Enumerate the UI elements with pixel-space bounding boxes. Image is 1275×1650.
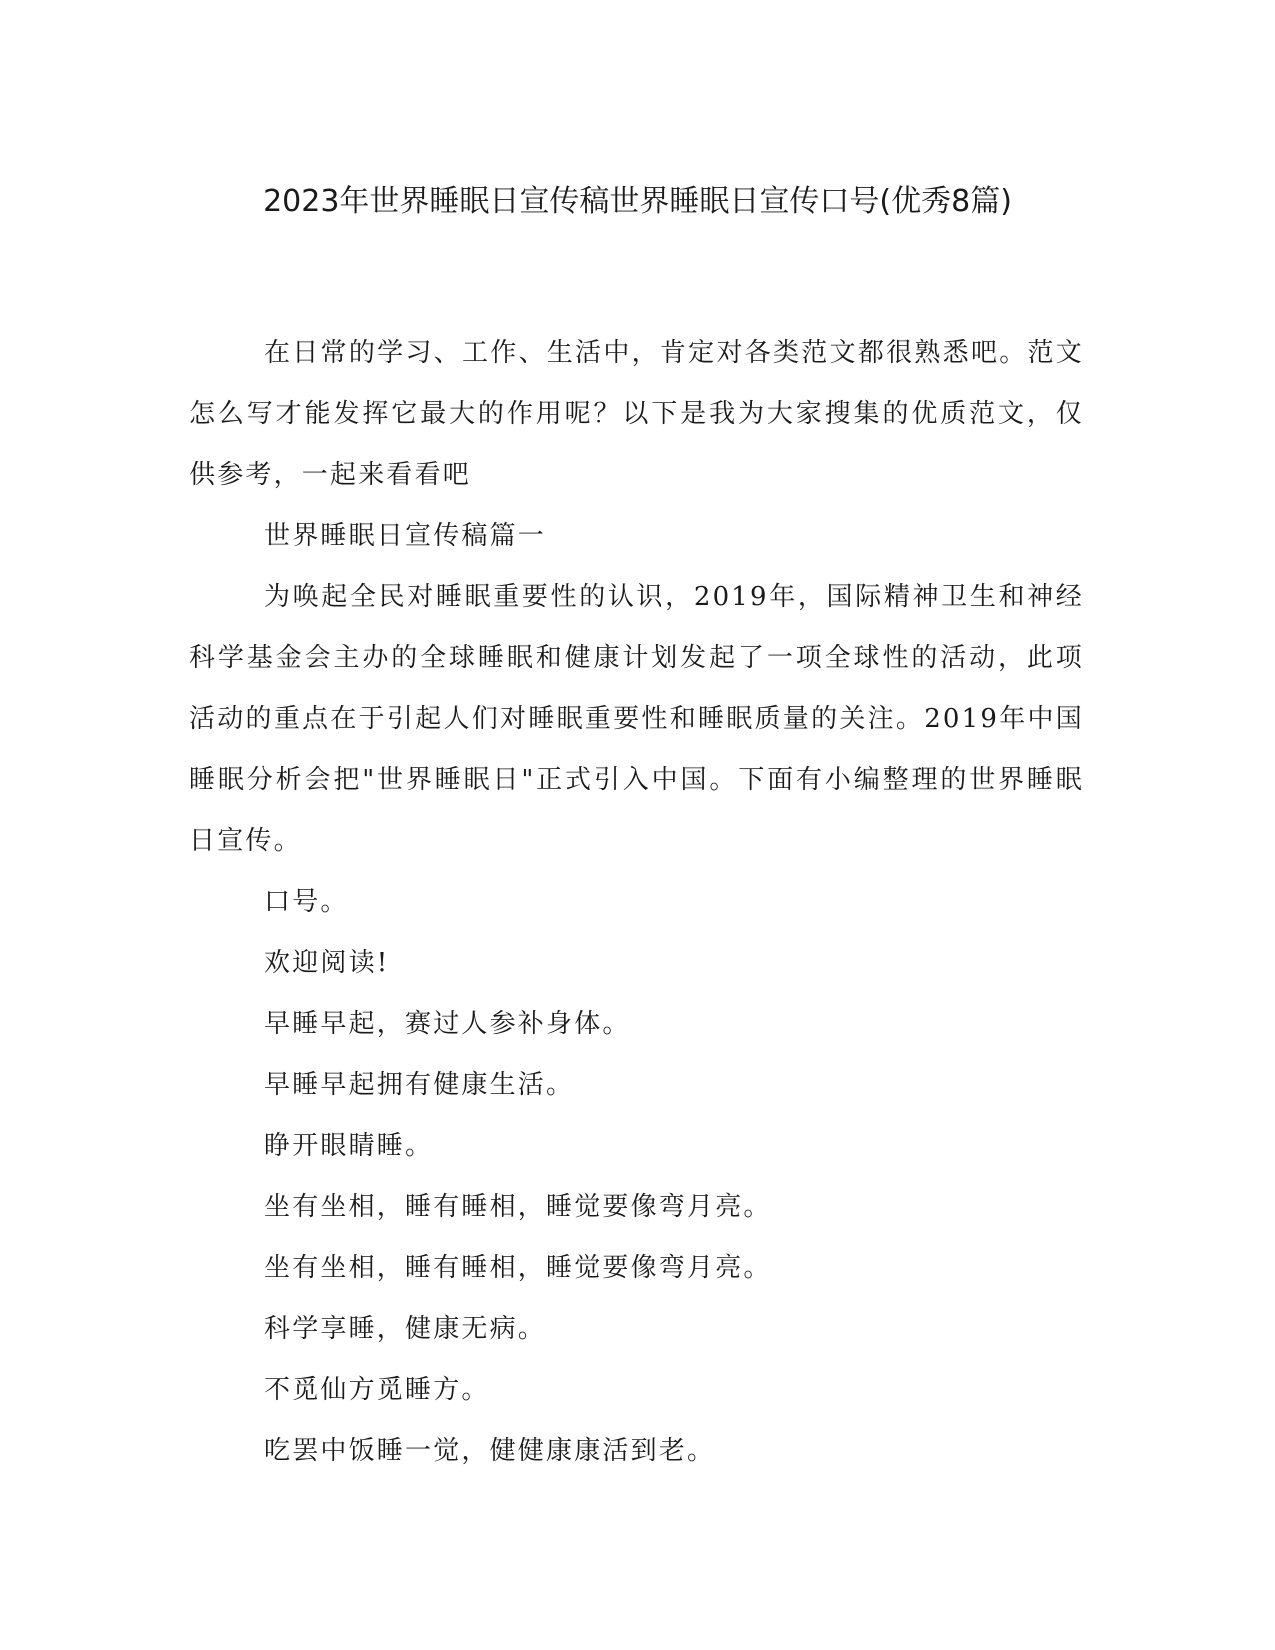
document-title: 2023年世界睡眠日宣传稿世界睡眠日宣传口号(优秀8篇) [263, 184, 1012, 219]
slogan-line: 睁开眼睛睡。 [264, 1131, 434, 1161]
body-paragraph: 为唤起全民对睡眠重要性的认识，2019年，国际精神卫生和神经科学基金会主办的全球睡眠和健康计划发起了一项全球性的活动，此项活动的重点在于引起人们对睡眠重要性和睡眠质量的关注。2019年中国睡眠分析会把"世界睡眠日"正式引入中国。下面有小编整理的世界睡眠日宣传。 [189, 582, 1084, 856]
body-paragraph: 口号。 [264, 887, 349, 917]
slogan-line: 早睡早起拥有健康生活。 [264, 1070, 575, 1100]
slogan-line: 不觅仙方觅睡方。 [264, 1375, 490, 1405]
document-body [189, 323, 1084, 1482]
intro-paragraph: 在日常的学习、工作、生活中，肯定对各类范文都很熟悉吧。范文怎么写才能发挥它最大的作用呢？以下是我为大家搜集的优质范文，仅供参考，一起来看看吧 [189, 338, 1084, 490]
section-heading: 世界睡眠日宣传稿篇一 [264, 521, 547, 551]
slogan-line: 坐有坐相，睡有睡相，睡觉要像弯月亮。 [264, 1192, 772, 1222]
body-paragraph: 欢迎阅读! [264, 948, 390, 978]
slogan-line: 坐有坐相，睡有睡相，睡觉要像弯月亮。 [264, 1253, 772, 1283]
slogan-line: 早睡早起，赛过人参补身体。 [264, 1009, 631, 1039]
slogan-line: 吃罢中饭睡一觉，健健康康活到老。 [264, 1436, 716, 1466]
slogan-line: 科学享睡，健康无病。 [264, 1314, 547, 1344]
